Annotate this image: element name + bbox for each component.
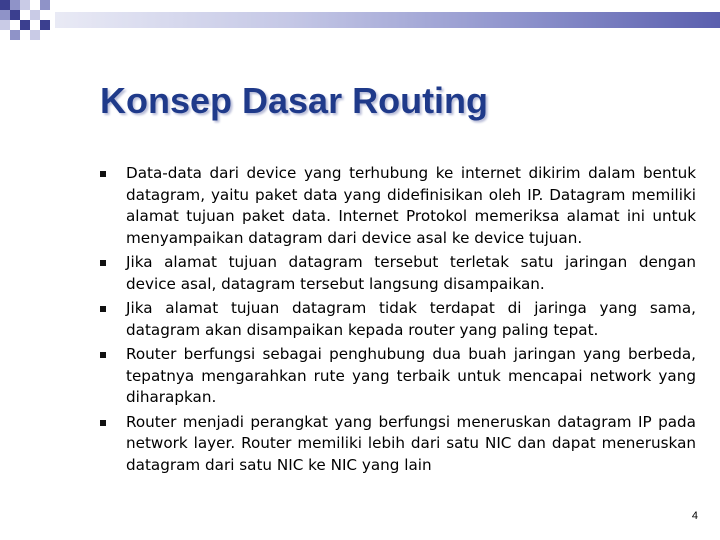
- bullet-item: [96, 298, 696, 341]
- corner-square-decoration: [20, 20, 30, 30]
- page-number: 4: [691, 510, 698, 522]
- corner-square-decoration: [0, 0, 10, 10]
- corner-square-decoration: [0, 10, 10, 20]
- bullet-item: [96, 252, 696, 295]
- corner-square-decoration: [40, 20, 50, 30]
- bullet-text: Router berfungsi sebagai penghubung dua buah jaringan yang berbeda, tepatnya mengarahkan rute yang terbaik untuk mencapai network yang diharapkan.: [126, 345, 696, 406]
- bullet-text: Router menjadi perangkat yang berfungsi meneruskan datagram IP pada network layer. Router memiliki lebih dari satu NIC dan dapat meneruskan datagram dari satu NIC ke NIC yang lain: [126, 412, 696, 474]
- bullet-item: [96, 163, 696, 249]
- corner-square-decoration: [30, 30, 40, 40]
- corner-square-decoration: [10, 0, 20, 10]
- top-gradient-bar: [55, 12, 720, 28]
- bullet-text: Jika alamat tujuan datagram tersebut terletak satu jaringan dengan device asal, datagram tersebut langsung disampaikan.: [126, 253, 696, 293]
- slide-title: Konsep Dasar Routing: [100, 80, 489, 121]
- square-bullet-icon: [100, 352, 106, 358]
- bullet-item: [96, 412, 696, 477]
- bullet-list: [96, 163, 696, 479]
- corner-square-decoration: [0, 20, 10, 30]
- corner-square-decoration: [20, 0, 30, 10]
- bullet-text: Jika alamat tujuan datagram tidak terdapat di jaringa yang sama, datagram akan disampaikan kepada router yang paling tepat.: [126, 299, 696, 339]
- square-bullet-icon: [100, 306, 106, 312]
- square-bullet-icon: [100, 420, 106, 426]
- corner-square-decoration: [10, 10, 20, 20]
- bullet-text: Data-data dari device yang terhubung ke internet dikirim dalam bentuk datagram, yaitu paket data yang didefinisikan oleh IP. Datagram memiliki alamat tujuan paket data. Internet Protokol memeriksa alamat ini untuk menyampaikan datagram dari device asal ke device tujuan.: [126, 164, 696, 247]
- square-bullet-icon: [100, 171, 106, 177]
- corner-square-decoration: [30, 10, 40, 20]
- bullet-item: [96, 344, 696, 409]
- corner-square-decoration: [40, 0, 50, 10]
- square-bullet-icon: [100, 260, 106, 266]
- corner-square-decoration: [10, 30, 20, 40]
